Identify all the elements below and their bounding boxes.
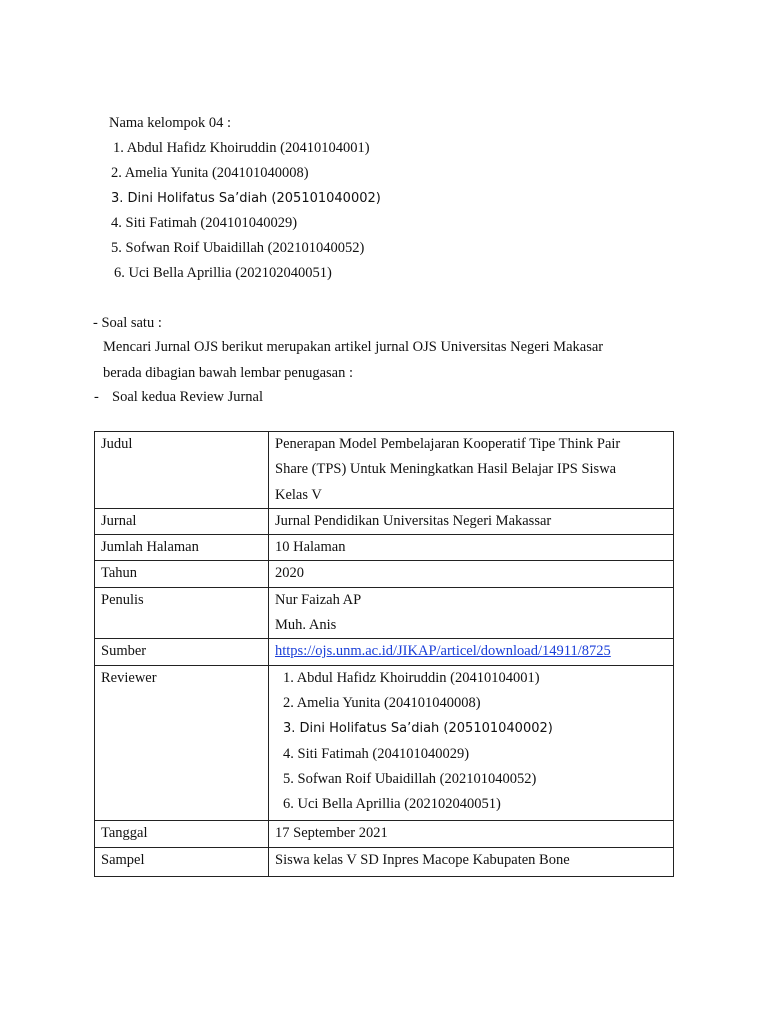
value-sampel: Siswa kelas V SD Inpres Macope Kabupaten Bone xyxy=(269,847,674,876)
label-tahun: Tahun xyxy=(95,561,269,587)
penulis-line-1: Nur Faizah AP xyxy=(275,591,362,608)
value-tahun: 2020 xyxy=(269,561,674,587)
row-reviewer xyxy=(95,665,674,821)
reviewer-1: 1. Abdul Hafidz Khoiruddin (20410104001) xyxy=(283,669,540,686)
task2-bullet: - xyxy=(94,389,99,405)
group-member-6: 6. Uci Bella Aprillia (202102040051) xyxy=(114,265,332,281)
judul-line-3: Kelas V xyxy=(275,486,322,503)
row-penulis xyxy=(95,587,674,639)
group-member-4: 4. Siti Fatimah (204101040029) xyxy=(111,215,298,231)
value-tanggal: 17 September 2021 xyxy=(269,821,674,847)
group-member-2: 2. Amelia Yunita (204101040008) xyxy=(111,165,309,181)
value-sumber xyxy=(269,639,674,665)
judul-line-1: Penerapan Model Pembelajaran Kooperatif Tipe Think Pair xyxy=(275,436,621,452)
label-jumlah-halaman: Jumlah Halaman xyxy=(95,535,269,561)
review-table xyxy=(94,431,674,877)
label-sampel: Sampel xyxy=(95,847,269,876)
reviewer-4: 4. Siti Fatimah (204101040029) xyxy=(283,745,470,762)
judul-line-2: Share (TPS) Untuk Meningkatkan Hasil Belajar IPS Siswa xyxy=(275,461,617,478)
row-tahun xyxy=(95,561,674,587)
value-judul xyxy=(269,432,674,509)
reviewer-3: 3. Dini Holifatus Sa’diah (205101040002) xyxy=(283,721,553,737)
value-reviewer xyxy=(269,665,674,821)
task2-heading: Soal kedua Review Jurnal xyxy=(112,389,264,405)
row-sumber xyxy=(95,639,674,665)
task1-text-line1: Mencari Jurnal OJS berikut merupakan artikel jurnal OJS Universitas Negeri Makasar xyxy=(103,339,604,355)
group-member-3: 3. Dini Holifatus Sa’diah (205101040002) xyxy=(111,191,381,206)
task1-text-line2: berada dibagian bawah lembar penugasan : xyxy=(103,365,354,381)
label-sumber: Sumber xyxy=(95,639,269,665)
value-jurnal: Jurnal Pendidikan Universitas Negeri Makassar xyxy=(269,508,674,534)
reviewer-5: 5. Sofwan Roif Ubaidillah (202101040052) xyxy=(283,770,537,787)
group-member-1: 1. Abdul Hafidz Khoiruddin (20410104001) xyxy=(113,140,370,156)
label-jurnal: Jurnal xyxy=(95,508,269,534)
group-member-5: 5. Sofwan Roif Ubaidillah (202101040052) xyxy=(111,240,365,256)
label-judul: Judul xyxy=(95,432,269,509)
label-reviewer: Reviewer xyxy=(95,665,269,821)
penulis-line-2: Muh. Anis xyxy=(275,617,337,634)
value-penulis xyxy=(269,587,674,639)
value-jumlah-halaman: 10 Halaman xyxy=(269,535,674,561)
label-tanggal: Tanggal xyxy=(95,821,269,847)
reviewer-2: 2. Amelia Yunita (204101040008) xyxy=(283,694,481,711)
label-penulis: Penulis xyxy=(95,587,269,639)
task1-heading: - Soal satu : xyxy=(93,315,162,331)
row-jurnal xyxy=(95,508,674,534)
row-sampel xyxy=(95,847,674,876)
row-jumlah-halaman xyxy=(95,535,674,561)
row-judul xyxy=(95,432,674,509)
group-title: Nama kelompok 04 : xyxy=(109,115,232,131)
row-tanggal xyxy=(95,821,674,847)
sumber-link[interactable]: https://ojs.unm.ac.id/JIKAP/articel/download/14911/8725 xyxy=(275,643,611,660)
reviewer-6: 6. Uci Bella Aprillia (202102040051) xyxy=(283,796,501,813)
